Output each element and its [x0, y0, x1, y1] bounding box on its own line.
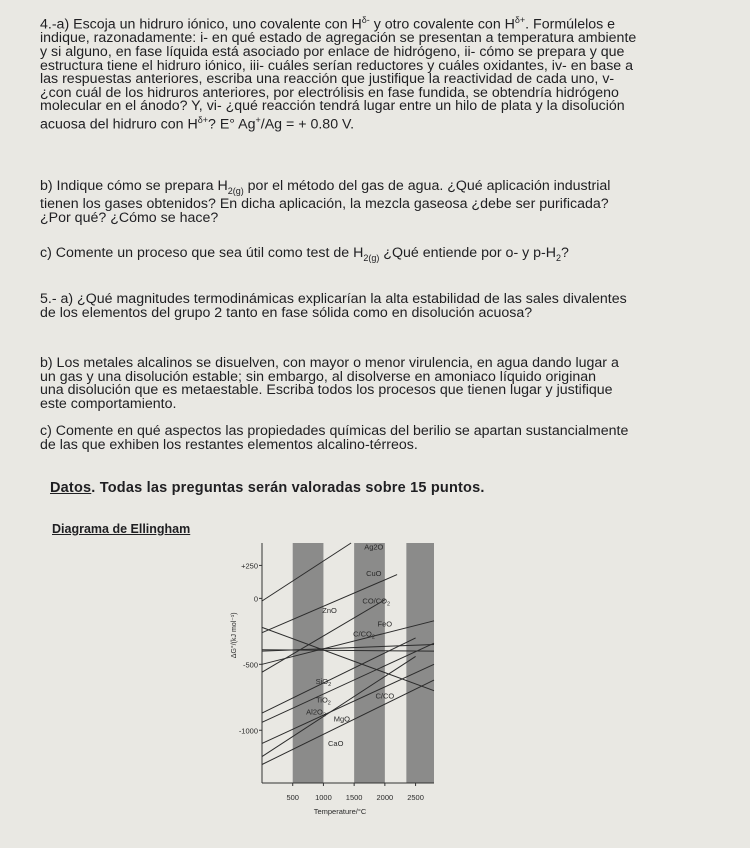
y-tick-label: 0 [253, 594, 258, 604]
x-tick-label: 2500 [407, 793, 424, 802]
text-line: las respuestas anteriores, escriba una reacción que justifique la reactividad de cada uno, v- [40, 71, 615, 88]
series-label: MgO [333, 714, 350, 724]
y-axis-label: ΔG°/(kJ mol⁻¹) [231, 612, 238, 659]
datos-label: Datos [50, 480, 92, 496]
diagram-title: Diagrama de Ellingham [52, 522, 191, 536]
series-label: CuO [366, 568, 382, 578]
series-label: FeO [377, 619, 393, 629]
text-line: acuosa del hidruro con $H^{\delta+}$? E° Ag+/Ag = + 0.80 V. [40, 114, 355, 133]
text-line: c) Comente un proceso que sea útil como test de $H_{2(g)}$ ¿Qué entiende por o- y $p-H_2$? [40, 245, 569, 263]
text-line: de los elementos del grupo 2 tanto en fase sólida como en disolución acuosa? [40, 304, 533, 321]
series-label: CaO [328, 739, 344, 749]
text-line: ¿Por qué? ¿Cómo se hace? [40, 210, 219, 227]
series-label: C/CO [375, 691, 395, 701]
x-tick-label: 1000 [315, 793, 332, 802]
question-4a [40, 14, 712, 132]
ellingham-chart [222, 535, 452, 825]
text-line: b) Los metales alcalinos se disuelven, con mayor o menor virulencia, en agua dando lugar a [40, 355, 619, 371]
series-label: $CO/CO_2$ [362, 596, 391, 608]
text-line: 5.- a) ¿Qué magnitudes termodinámicas explicarían la alta estabilidad de las sales divalentes [40, 291, 627, 307]
question-5a [40, 293, 712, 320]
question-4b [40, 180, 712, 226]
text-line: este comportamiento. [40, 395, 177, 412]
series-label: ZnO [322, 605, 337, 615]
x-tick-label: 1500 [345, 793, 363, 802]
x-tick-label: 2000 [376, 793, 394, 802]
text-line: b) Indique cómo se prepara $H_{2(g)}$ por el método del gas de agua. ¿Qué aplicación industrial [40, 178, 611, 196]
series-label: SiO$_2$ [315, 677, 332, 689]
text-line: indique, razonadamente: i- en qué estado de agregación se presentan a temperatura ambiente [40, 30, 637, 47]
series-label: $Al2O_3$ [306, 707, 326, 719]
text-line: un gas y una disolución estable; sin embargo, al disolverse en amoniaco líquido originan [40, 368, 597, 385]
text-line: c) Comente en qué aspectos las propiedades químicas del berilio se apartan sustancialmente [40, 423, 629, 439]
datos-text: . Todas las preguntas serán valoradas sobre 15 puntos. [91, 480, 485, 496]
y-tick-label: -500 [242, 660, 258, 670]
question-5c [40, 425, 712, 452]
text-line: de las que exhiben los restantes elementos alcalino-térreos. [40, 436, 418, 453]
text-line: y si alguno, en fase líquida está asociado por enlace de hidrógeno, ii- cómo se prepara y que [40, 43, 625, 60]
text-line: ¿con cuál de los hidruros anteriores, por electrólisis en fase fundida, se obtendría hidrógeno [40, 84, 619, 101]
text-line: molecular en el ánodo? Y, vi- ¿qué reacción tendrá lugar entre un hilo de plata y la disolución [40, 98, 625, 115]
shaded-band [406, 543, 434, 783]
text-line: estructura tiene el hidruro iónico, iii- cuáles serían reductores y cuáles oxidantes, iv- en base a [40, 57, 634, 74]
question-5b [40, 357, 712, 411]
text-line: 4.-a) Escoja un hidruro iónico, uno covalente con $H^{\delta-}$ y otro covalente con $H^{\delta+}$. Formúlelos e [40, 15, 616, 33]
y-tick-label: +250 [241, 561, 258, 571]
x-tick-label: 500 [286, 793, 299, 802]
y-tick-label: -1000 [238, 726, 258, 736]
series-label: TiO$_2$ [315, 695, 331, 707]
text-line: tienen los gases obtenidos? En dicha aplicación, la mezcla gaseosa ¿debe ser purificada? [40, 196, 609, 213]
series-label: $C/CO_2$ [353, 629, 375, 641]
x-axis-label: Temperature/°C [313, 807, 367, 816]
text-line: una disolución que es metaestable. Escriba todos los procesos que tienen lugar y justifique [40, 382, 613, 399]
series-label: Ag2O [364, 542, 384, 552]
question-4c [40, 247, 712, 265]
datos-note [50, 480, 485, 496]
